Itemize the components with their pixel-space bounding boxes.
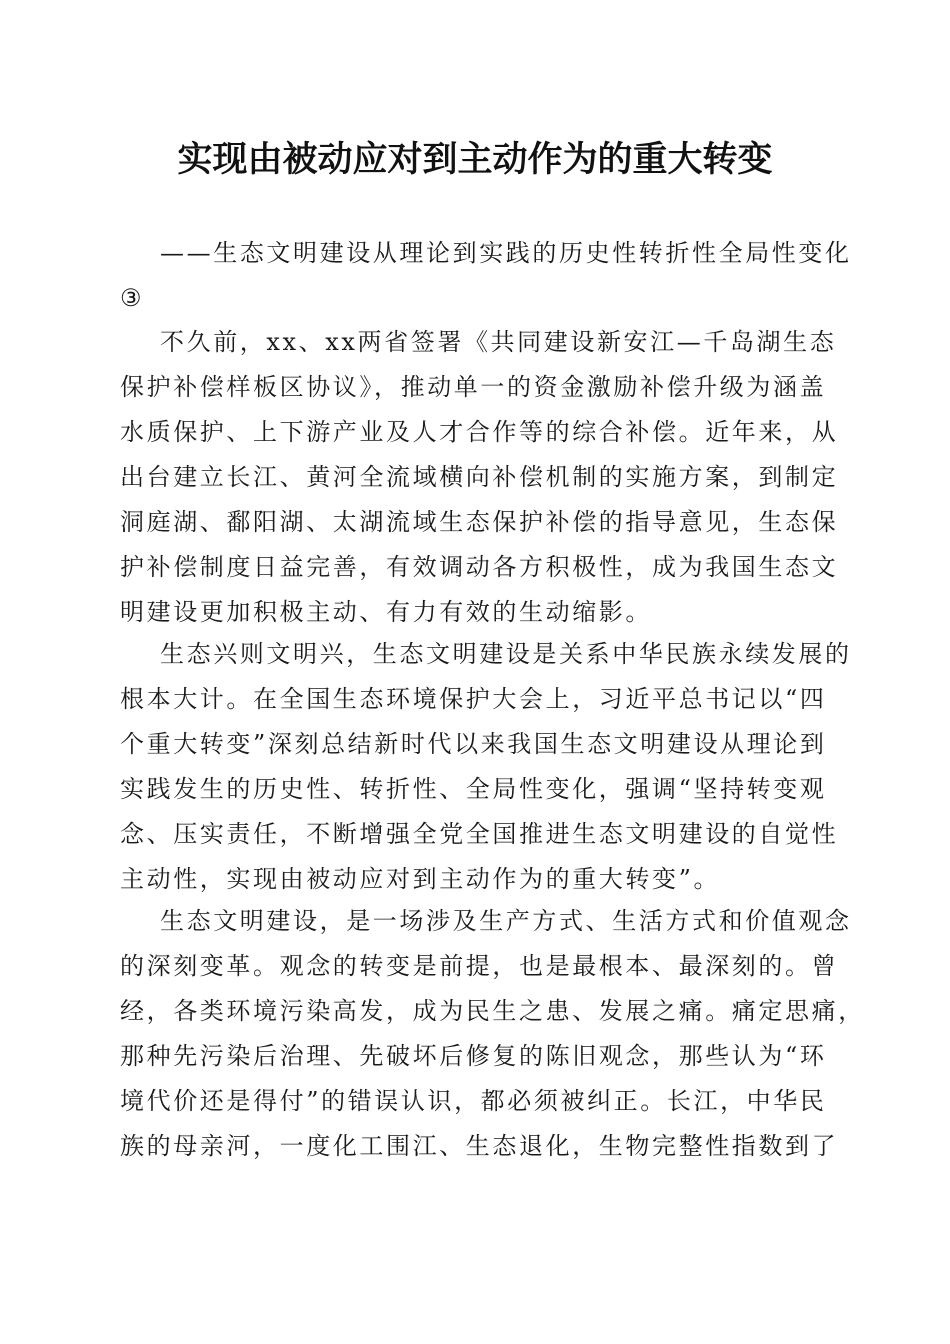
paragraph-line: 根本大计。在全国生态环境保护大会上，习近平总书记以“四	[120, 685, 827, 713]
paragraph-line: 个重大转变”深刻总结新时代以来我国生态文明建设从理论到	[120, 730, 827, 758]
paragraph-line: 境代价还是得付”的错误认识，都必须被纠正。长江，中华民	[120, 1087, 827, 1115]
subtitle-line: ——生态文明建设从理论到实践的历史性转折性全局性变化	[160, 239, 852, 267]
paragraph-line: 洞庭湖、鄱阳湖、太湖流域生态保护补偿的指导意见，生态保	[120, 508, 839, 536]
paragraph-line: 经，各类环境污染高发，成为民生之患、发展之痛。痛定思痛，	[120, 997, 865, 1025]
subtitle-line: ③	[120, 284, 145, 312]
paragraph-line: 水质保护、上下游产业及人才合作等的综合补偿。近年来，从	[120, 418, 839, 446]
paragraph-line: 的深刻变革。观念的转变是前提，也是最根本、最深刻的。曾	[120, 952, 839, 980]
paragraph-line: 出台建立长江、黄河全流域横向补偿机制的实施方案，到制定	[120, 463, 839, 491]
paragraph-line: 保护补偿样板区协议》，推动单一的资金激励补偿升级为涵盖	[120, 373, 827, 401]
paragraph-line: 那种先污染后治理、先破坏后修复的陈旧观念，那些认为“环	[120, 1042, 827, 1070]
paragraph-2	[120, 632, 852, 902]
paragraph-line: 族的母亲河，一度化工围江、生态退化，生物完整性指数到了	[120, 1132, 839, 1160]
document-title: 实现由被动应对到主动作为的重大转变	[177, 139, 773, 180]
paragraph-line: 不久前，xx、xx两省签署《共同建设新安江—千岛湖生态	[160, 328, 837, 356]
paragraph-3	[120, 899, 865, 1169]
paragraph-line: 念、压实责任，不断增强全党全国推进生态文明建设的自觉性	[120, 820, 839, 848]
paragraph-line: 明建设更加积极主动、有力有效的生动缩影。	[120, 598, 652, 626]
paragraph-line: 主动性，实现由被动应对到主动作为的重大转变”。	[120, 865, 721, 893]
document-subtitle	[120, 231, 852, 321]
paragraph-1	[120, 320, 839, 635]
paragraph-line: 护补偿制度日益完善，有效调动各方积极性，成为我国生态文	[120, 553, 839, 581]
paragraph-line: 生态兴则文明兴，生态文明建设是关系中华民族永续发展的	[160, 640, 852, 668]
paragraph-line: 实践发生的历史性、转折性、全局性变化，强调“坚持转变观	[120, 775, 827, 803]
paragraph-line: 生态文明建设，是一场涉及生产方式、生活方式和价值观念	[160, 907, 852, 935]
